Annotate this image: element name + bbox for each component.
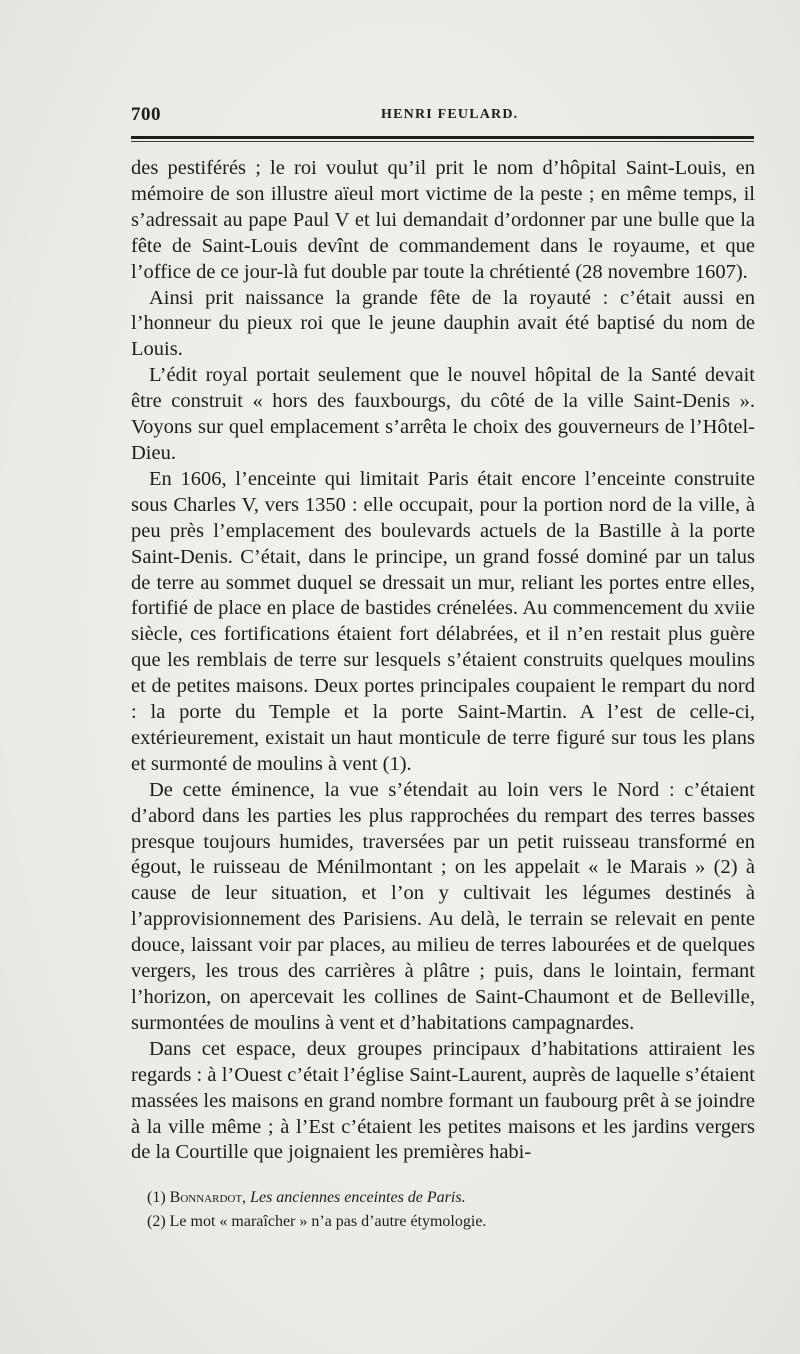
footnote-author: Bonnardot,: [169, 1189, 247, 1206]
page-number: 700: [131, 104, 161, 125]
paragraph-4: En 1606, l’enceinte qui limitait Paris était encore l’enceinte construite sous Charles V, vers 1350 : elle occupait, pour la portion nord de la ville, à peu près l’emplacement des boulevards actuels de la Bastille à la porte Saint-Denis. C’était, dans le principe, un grand fossé dominé par un talus de terre au sommet duquel se dressait un mur, reliant les portes entre elles, fortifié de place en place de bastides crénelées. Au commencement du xviie siècle, ces fortifications étaient fort délabrées, et il n’en restait plus guère que les remblais de terre sur lesquels s’étaient construits quelques moulins et de petites maisons. Deux portes principales coupaient le rempart du nord : la porte du Temple et la porte Saint-Martin. A l’est de celle-ci, extérieurement, existait un haut monticule de terre figuré sur tous les plans et surmonté de moulins à vent (1).: [131, 467, 755, 775]
header-rule-thick: [131, 136, 754, 139]
paragraph-5: De cette éminence, la vue s’étendait au loin vers le Nord : c’étaient d’abord dans les parties les plus rapprochées du rempart des terres basses presque toujours humides, traversées par un petit ruisseau transformé en égout, le ruisseau de Ménilmontant ; on les appelait « le Marais » (2) à cause de leur situation, et l’on y cultivait les légumes destinés à l’approvisionnement des Parisiens. Au delà, le terrain se relevait en pente douce, laissant voir par places, au milieu de terres labourées et de quelques vergers, les trous des carrières à plâtre ; puis, dans le lointain, fermant l’horizon, on apercevait les collines de Saint-Chaumont et de Belleville, surmontées de moulins à vent et d’habitations campagnardes.: [131, 778, 755, 1034]
footnote-text: Le mot « maraîcher » n’a pas d’autre étymologie.: [169, 1213, 487, 1230]
page-header: [131, 104, 759, 130]
paragraph-2: Ainsi prit naissance la grande fête de la royauté : c’était aussi en l’honneur du pieux roi que le jeune dauphin avait été baptisé du nom de Louis.: [131, 286, 755, 361]
running-head: HENRI FEULARD.: [381, 107, 519, 122]
footnote-mark: (1): [147, 1189, 166, 1206]
footnote-1: [147, 1186, 747, 1210]
footnote-mark: (2): [147, 1213, 166, 1230]
header-rule-thin: [131, 141, 754, 142]
footnotes: [147, 1186, 747, 1234]
footnote-2: [147, 1210, 747, 1234]
paragraph-3: L’édit royal portait seulement que le nouvel hôpital de la Santé devait être construit « hors des fauxbourgs, du côté de la ville Saint-Denis ». Voyons sur quel emplacement s’arrêta le choix des gouverneurs de l’Hôtel-Dieu.: [131, 364, 755, 464]
paragraph-6: Dans cet espace, deux groupes principaux d’habitations attiraient les regards : à l’Ouest c’était l’église Saint-Laurent, auprès de laquelle s’étaient massées les maisons en grand nombre formant un faubourg prêt à se joindre à la ville même ; à l’Est c’étaient les petites maisons et les jardins vergers de la Courtille que joignaient les premières habi-: [131, 1037, 755, 1164]
body-text: [131, 156, 755, 1166]
footnote-title: Les anciennes enceintes de Paris.: [250, 1189, 466, 1206]
paragraph-1: des pestiférés ; le roi voulut qu’il prit le nom d’hôpital Saint-Louis, en mémoire de son illustre aïeul mort victime de la peste ; en même temps, il s’adressait au pape Paul V et lui demandait d’ordonner par une bulle que la fête de Saint-Louis devînt de commandement dans le royaume, et que l’office de ce jour-là fut double par toute la chrétienté (28 novembre 1607).: [131, 157, 755, 283]
